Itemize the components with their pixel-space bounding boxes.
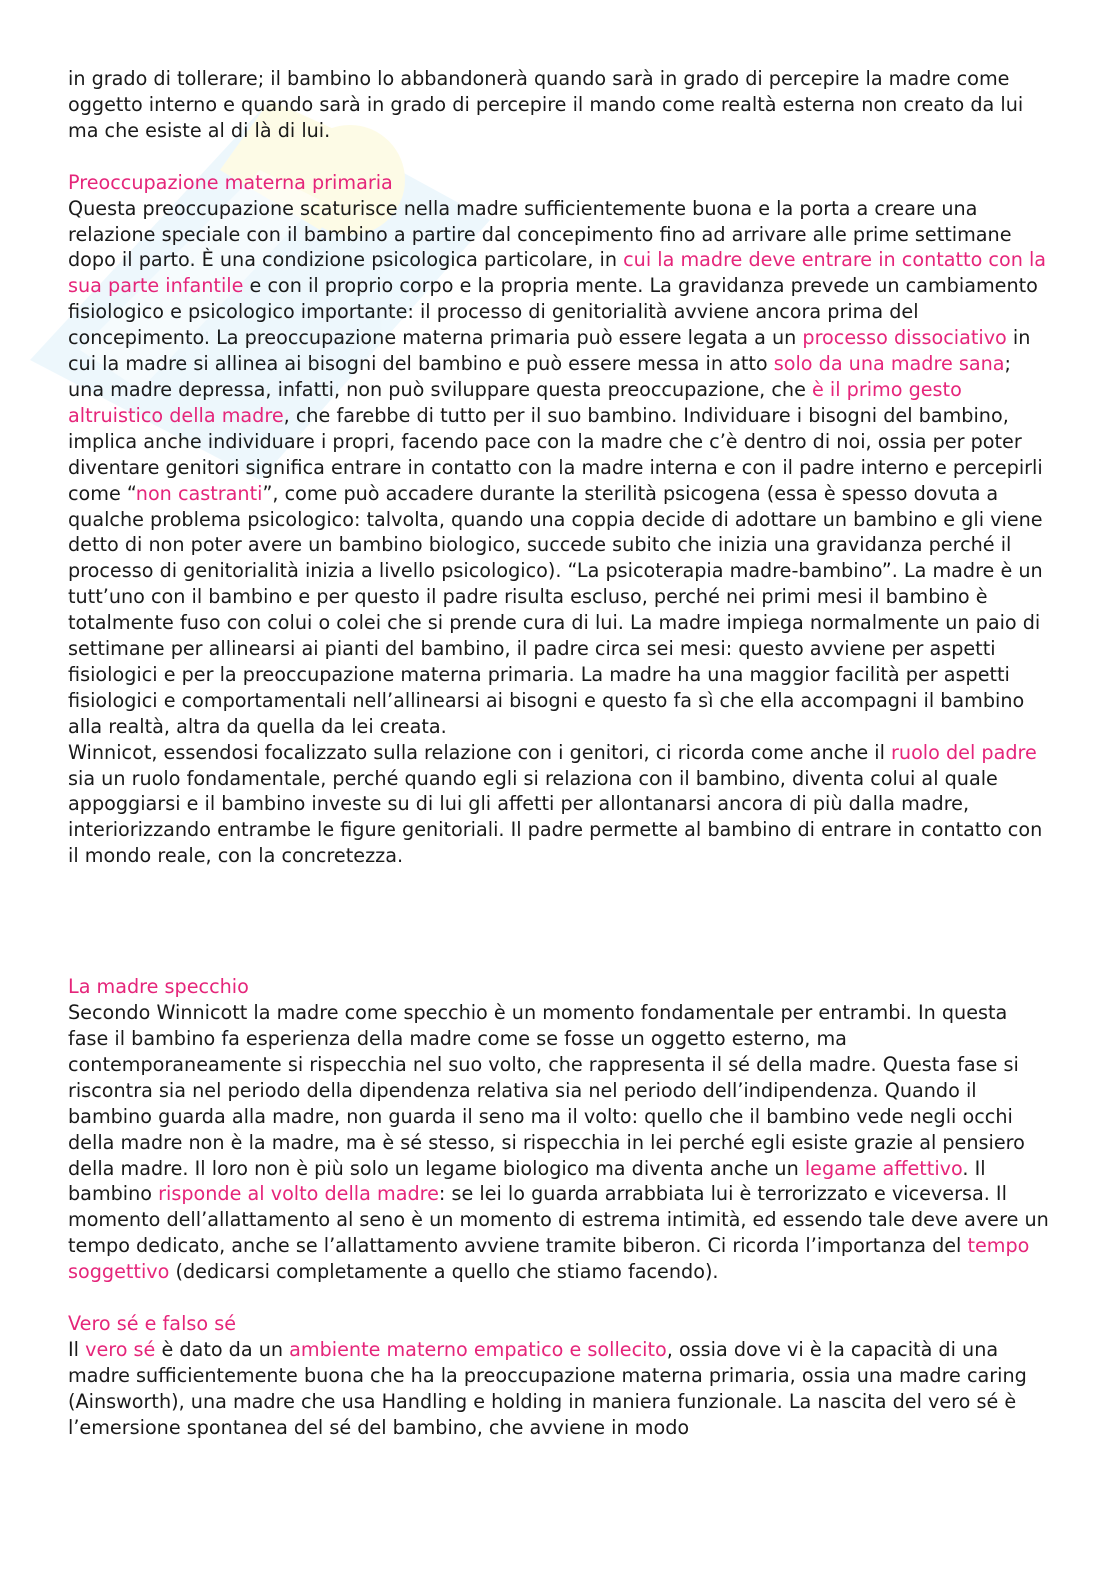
highlight-text: legame affettivo	[804, 1156, 963, 1180]
highlight-text: vero sé	[85, 1337, 156, 1361]
highlight-text: tempo soggettivo	[68, 1234, 1030, 1284]
heading-vero-falso-se: Vero sé e falso sé	[68, 1312, 237, 1336]
highlight-text: solo da una madre sana	[773, 352, 1005, 376]
highlight-text: ruolo del padre	[891, 740, 1037, 764]
intro-paragraph: in grado di tollerare; il bambino lo abbandonerà quando sarà in grado di percepire la madre come oggetto interno e quando sarà in grado di percepire il mando come realtà esterna non creato da lui ma che esiste al di là di lui.	[68, 67, 1024, 142]
highlight-text: non castranti	[135, 481, 263, 505]
highlight-text: processo dissociativo	[802, 326, 1007, 350]
heading-preoccupazione-materna: Preoccupazione materna primaria	[68, 170, 393, 194]
highlight-text: risponde al volto della madre	[158, 1182, 439, 1206]
heading-madre-specchio: La madre specchio	[68, 975, 249, 999]
spacer	[68, 869, 1053, 974]
spacer	[68, 144, 1053, 170]
highlight-text: ambiente materno empatico e sollecito	[289, 1337, 667, 1361]
paragraph-preoccupazione-1: Questa preoccupazione scaturisce nella madre sufficientemente buona e la porta a creare una relazione speciale con il bambino a partire dal concepimento fino ad arrivare alle prime settimane dopo il parto. È una condizione psicologica particolare, in cui la madre deve entrare in contatto con la sua parte infantile e con il proprio corpo e la propria mente. La gravidanza prevede un cambiamento fisiologico e psicologico importante: il processo di genitorialità avviene ancora prima del concepimento. La preoccupazione materna primaria può essere legata a un processo dissociativo in cui la madre si allinea ai bisogni del bambino e può essere messa in atto solo da una madre sana; una madre depressa, infatti, non può sviluppare questa preoccupazione, che è il primo gesto altruistico della madre, che farebbe di tutto per il suo bambino. Individuare i bisogni del bambino, implica anche individuare i propri, facendo pace con la madre che c’è dentro di noi, ossia per poter diventare genitori significa entrare in contatto con la madre interna e con il padre interno e percepirli come “non castranti”, come può accadere durante la sterilità psicogena (essa è spesso dovuta a qualche problema psicologico: talvolta, quando una coppia decide di adottare un bambino e gli viene detto di non poter avere un bambino biologico, succede subito che inizia una gravidanza perché il processo di genitorialità inizia a livello psicologico). “La psicoterapia madre-bambino”. La madre è un tutt’uno con il bambino e per questo il padre risulta escluso, perché nei primi mesi il bambino è totalmente fuso con colui o colei che si prende cura di lui. La madre impiega normalmente un paio di settimane per allinearsi ai pianti del bambino, il padre circa sei mesi: questo avviene per aspetti fisiologici e per la preoccupazione materna primaria. La madre ha una maggior facilità per aspetti fisiologici e comportamentali nell’allinearsi ai bisogni e questo fa sì che ella accompagni il bambino alla realtà, altra da quella da lei creata.	[68, 196, 1047, 738]
paragraph-vero-se: Il vero sé è dato da un ambiente materno empatico e sollecito, ossia dove vi è la capacità di una madre sufficientemente buona che ha la preoccupazione materna primaria, ossia una madre caring (Ainsworth), una madre che usa Handling e holding in maniera funzionale. La nascita del vero sé è l’emersione spontanea del sé del bambino, che avviene in modo	[68, 1337, 1027, 1439]
highlight-text: cui la madre deve entrare in contatto con la sua parte infantile	[68, 248, 1047, 298]
spacer	[68, 1285, 1053, 1311]
paragraph-preoccupazione-2: Winnicot, essendosi focalizzato sulla relazione con i genitori, ci ricorda come anche il ruolo del padre sia un ruolo fondamentale, perché quando egli si relaziona con il bambino, diventa colui al quale appoggiarsi e il bambino investe su di lui gli affetti per allontanarsi ancora di più dalla madre, interiorizzando entrambe le figure genitoriali. Il padre permette al bambino di entrare in contatto con il mondo reale, con la concretezza.	[68, 740, 1043, 868]
highlight-text: è il primo gesto altruistico della madre	[68, 377, 962, 427]
document-page	[68, 66, 1053, 1441]
paragraph-madre-specchio: Secondo Winnicott la madre come specchio è un momento fondamentale per entrambi. In questa fase il bambino fa esperienza della madre come se fosse un oggetto esterno, ma contemporaneamente si rispecchia nel suo volto, che rappresenta il sé della madre. Questa fase si riscontra sia nel periodo della dipendenza relativa sia nel periodo dell’indipendenza. Quando il bambino guarda alla madre, non guarda il seno ma il volto: quello che il bambino vede negli occhi della madre non è la madre, ma è sé stesso, si rispecchia in lei perché egli esiste grazie al pensiero della madre. Il loro non è più solo un legame biologico ma diventa anche un legame affettivo. Il bambino risponde al volto della madre: se lei lo guarda arrabbiata lui è terrorizzato e viceversa. Il momento dell’allattamento al seno è un momento di estrema intimità, ed essendo tale deve avere un tempo dedicato, anche se l’allattamento avviene tramite biberon. Ci ricorda l’importanza del tempo soggettivo (dedicarsi completamente a quello che stiamo facendo).	[68, 1001, 1049, 1284]
